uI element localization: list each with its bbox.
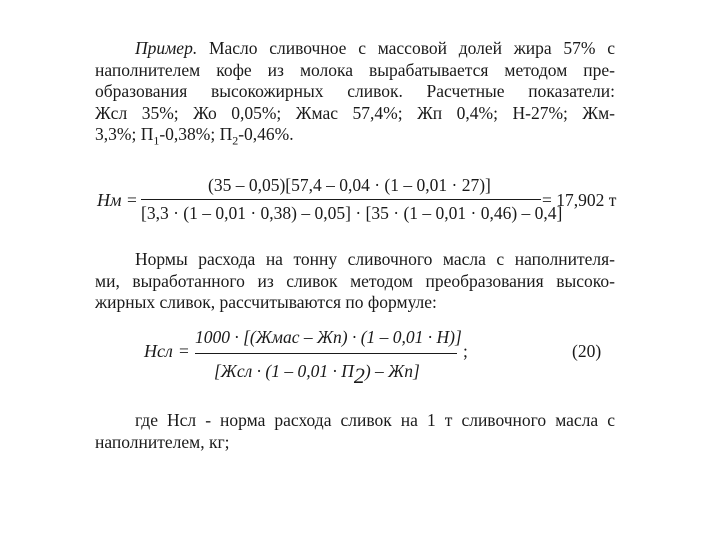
example-line-4: Жсл 35%; Жо 0,05%; Жмас 57,4%; Жп 0,4%; Н-27%; Жм- [95, 102, 615, 123]
formula-1-fraction-bar [141, 199, 541, 200]
example-line-5: 3,3%; $П_1-0,38\%$; $П_2-0,46\%$. [95, 124, 294, 148]
paragraph-2-line-3: жирных сливок, рассчитываются по формуле: [95, 292, 437, 312]
formula-2-lhs: Нсл [144, 341, 173, 361]
paragraph-3-line-1: где Нсл - норма расхода сливок на 1 т сливочного масла с [135, 410, 615, 430]
example-line-3: образования высокожирных сливок. Расчетные показатели: [95, 81, 615, 101]
formula-1-lhs: Нм [97, 190, 122, 210]
example-line-1: Пример. Масло сливочное с массовой долей жира 57% с [135, 38, 615, 58]
formula-2-equals: = [179, 341, 189, 361]
paragraph-2-line-2: ми, выработанного из сливок методом преобразования высоко- [95, 270, 615, 291]
formula-2-number: (20) [572, 341, 602, 361]
formula-1-numerator: (35 – 0,05)[57,4 – 0,04 · (1 – 0,01 · 27)] [208, 175, 491, 195]
example-line-2: наполнителем кофе из молока вырабатывается методом пре- [95, 59, 615, 80]
formula-2-numerator: 1000 · [(Жмас – Жп) · (1 – 0,01 · Н)] [195, 327, 462, 347]
example-paragraph [95, 38, 615, 152]
paragraph-3-line-2: наполнителем, кг; [95, 431, 230, 452]
formula-2-denominator: [Жсл · (1 – 0,01 · П2) – Жп] [214, 361, 420, 388]
paragraph-2 [95, 249, 615, 314]
formula-1-denominator: [3,3 · (1 – 0,01 · 0,38) – 0,05] · [35 · (1 – 0,01 · 0,46) – 0,4] [141, 203, 563, 223]
formula-1-result: = 17,902 т [542, 190, 617, 210]
paragraph-2-line-1: Нормы расхода на тонну сливочного масла с наполнителя- [135, 249, 615, 269]
formula-1-equals: = [127, 190, 137, 210]
example-label: Пример. [135, 38, 198, 58]
formula-2-semicolon: ; [463, 341, 468, 361]
paragraph-3 [95, 410, 615, 453]
formula-2-fraction-bar [195, 353, 457, 354]
